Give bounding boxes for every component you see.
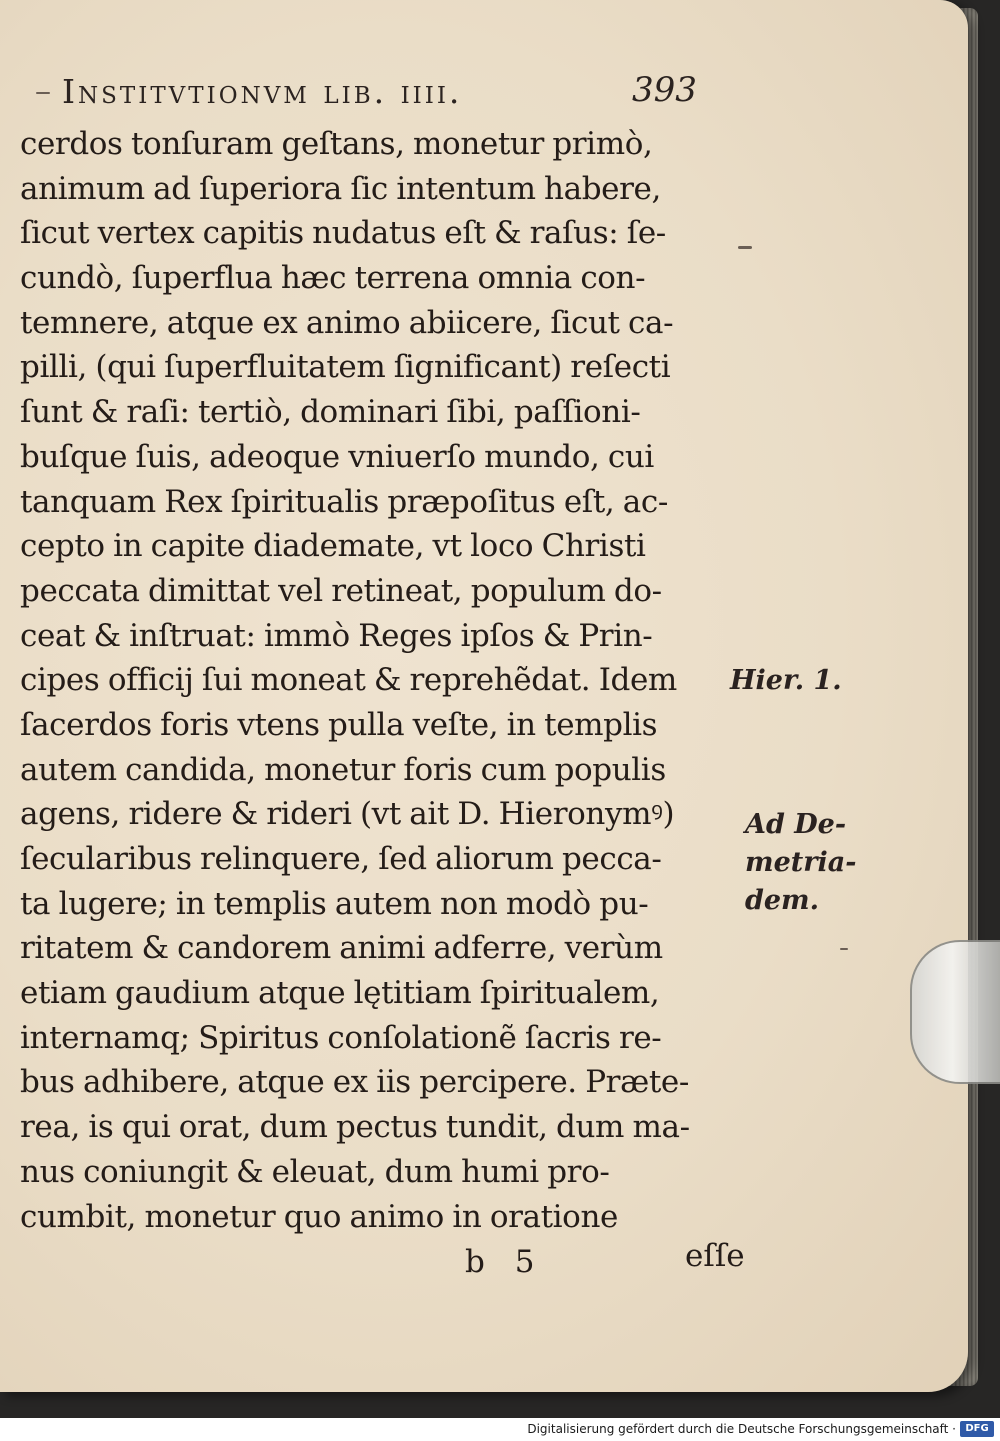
text-line: cundò, ſuperflua hæc terrena omnia con-: [20, 260, 646, 297]
marginal-note-line: dem.: [745, 885, 820, 916]
text-line: rea, is qui orat, dum pectus tundit, dum ma-: [20, 1109, 690, 1146]
body-text: [20, 122, 760, 1239]
text-line: ceat & inſtruat: immò Reges ipſos & Prin-: [20, 617, 653, 654]
signature-mark: b 5: [465, 1244, 545, 1280]
running-title: Institvtionvm lib. iiii.: [62, 72, 463, 111]
page-number: 393: [632, 70, 697, 110]
text-line: tanquam Rex ſpiritualis præpoſitus eſt, ac-: [20, 483, 668, 520]
ink-speck: [738, 246, 752, 249]
text-line: cepto in capite diademate, vt loco Christi: [20, 528, 646, 565]
attribution-bar: [0, 1418, 1000, 1441]
text-line: autem candida, monetur foris cum populis: [20, 751, 666, 788]
marginal-note-ad-demetriadem: [745, 806, 856, 920]
text-line: bus adhibere, atque ex iis percipere. Præte-: [20, 1064, 689, 1101]
text-line: temnere, atque ex animo abiicere, ſicut ca-: [20, 304, 674, 341]
text-line: agens, ridere & rideri (vt ait D. Hieronymꝰ): [20, 796, 675, 833]
text-line: ta lugere; in templis autem non modò pu-: [20, 885, 649, 922]
text-line: peccata dimittat vel retineat, populum do-: [20, 572, 662, 609]
marginal-note-line: metria-: [745, 847, 857, 878]
attribution-text: Digitalisierung gefördert durch die Deutsche Forschungsgemeinschaft ·: [527, 1422, 956, 1436]
text-line: ſecularibus relinquere, ſed aliorum pecca-: [20, 841, 662, 877]
catchword: eſſe: [685, 1238, 745, 1274]
text-line: animum ad ſuperiora ſic intentum habere,: [20, 170, 661, 207]
marginal-note-hier: Hier. 1.: [730, 665, 842, 696]
ink-speck: [36, 92, 50, 94]
text-line: buſque ſuis, adeoque vniuerſo mundo, cui: [20, 438, 654, 475]
text-line: cipes officij ſui moneat & reprehẽdat. Idem: [20, 662, 677, 699]
text-line: etiam gaudium atque lętitiam ſpiritualem,: [20, 975, 660, 1012]
text-line: cerdos tonſuram geſtans, monetur primò,: [20, 126, 653, 162]
dfg-logo-icon: DFG: [960, 1421, 994, 1437]
text-line: ſicut vertex capitis nudatus eſt & raſus: ſe-: [20, 215, 666, 252]
marginal-note-line: Ad De-: [745, 809, 847, 840]
page-clip: [910, 940, 1000, 1084]
text-line: cumbit, monetur quo animo in oratione: [20, 1198, 618, 1235]
ink-speck: [840, 948, 848, 950]
text-line: pilli, (qui ſuperfluitatem ſignificant) reſecti: [20, 349, 671, 386]
text-line: ritatem & candorem animi adferre, verùm: [20, 930, 663, 967]
running-header: [62, 70, 702, 118]
text-line: nus coniungit & eleuat, dum humi pro-: [20, 1153, 610, 1190]
text-line: ſunt & raſi: tertiò, dominari ſibi, paſſioni-: [20, 394, 641, 431]
text-line: internamq; Spiritus conſolationẽ ſacris re-: [20, 1019, 662, 1056]
text-line: ſacerdos foris vtens pulla veſte, in templis: [20, 706, 658, 743]
